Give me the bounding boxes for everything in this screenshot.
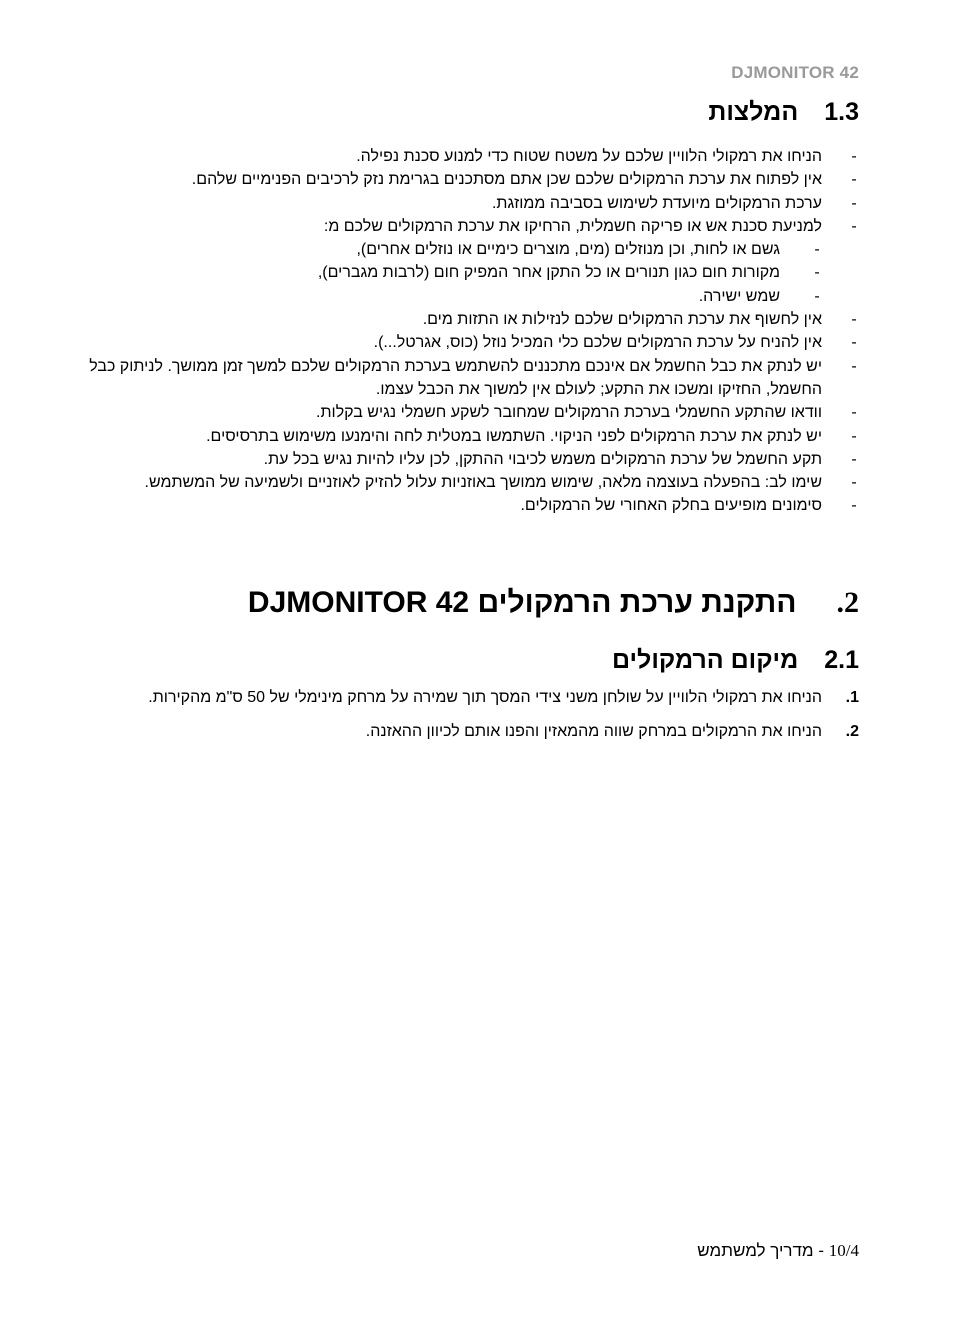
list-item-text: ערכת הרמקולים מיועדת לשימוש בסביבה ממוזגת. — [491, 194, 822, 212]
section-heading-speaker-placement — [612, 645, 859, 675]
list-item — [89, 331, 859, 354]
chapter-title: התקנת ערכת הרמקולים — [477, 586, 797, 619]
section-heading-recommendations — [708, 97, 859, 127]
bullet-dash: - — [851, 148, 857, 165]
list-item-text: סימונים מופיעים בחלק האחורי של הרמקולים. — [520, 497, 822, 515]
page-number: 10/4 — [828, 1241, 859, 1260]
sub-list-item — [89, 238, 859, 261]
section-title: המלצות — [708, 98, 799, 126]
list-item-text: אין להניח על ערכת הרמקולים שלכם כלי המכיל נוזל (כוס, אגרטל...). — [373, 334, 822, 352]
running-header: DJMONITOR 42 — [731, 63, 859, 82]
list-item-text: הניחו את רמקולי הלוויין שלכם על משטח שטוח כדי למנוע סכנת נפילה. — [356, 148, 822, 165]
list-item — [89, 401, 859, 424]
list-item-text: יש לנתק את כבל החשמל אם אינכם מתכננים להשתמש בערכת הרמקולים שלכם למשך זמן ממושך. לניתוק כבל החשמל, החזיקו ומשכו את התקע; לעולם אין למשוך את הכבל עצמו. — [89, 357, 822, 398]
bullet-dash: - — [851, 217, 857, 235]
chapter-title-product: DJMONITOR 42 — [247, 586, 470, 619]
bullet-dash: - — [851, 474, 857, 492]
list-item-text: שימו לב: בהפעלה בעוצמה מלאה, שימוש ממושך באוזניות עלול להזיק לאוזניים ולשמיעה של המשתמש. — [144, 474, 822, 492]
sub-list-item — [89, 285, 859, 308]
bullet-dash: - — [814, 287, 820, 305]
bullet-dash: - — [851, 311, 857, 329]
footer-label: מדריך למשתמש — [697, 1241, 814, 1260]
bullet-dash: - — [851, 194, 857, 212]
list-item-text: וודאו שהתקע החשמלי בערכת הרמקולים שמחובר לשקע חשמלי נגיש בקלות. — [316, 404, 822, 422]
bullet-dash: - — [814, 241, 820, 259]
bullet-dash: - — [814, 264, 820, 282]
section-number: 2.1 — [824, 646, 859, 674]
list-item — [89, 494, 859, 517]
list-item — [89, 471, 859, 494]
list-item — [89, 168, 859, 191]
page-footer — [697, 1241, 859, 1261]
placement-steps-list — [89, 686, 859, 754]
step-number: .2 — [845, 723, 859, 740]
bullet-dash: - — [851, 497, 857, 515]
list-item-text: תקע החשמל של ערכת הרמקולים משמש לכיבוי ההתקן, לכן עליו להיות נגיש בכל עת. — [263, 450, 822, 468]
list-item — [89, 448, 859, 471]
chapter-number: .2 — [836, 586, 859, 619]
numbered-item — [89, 686, 859, 710]
section-number: 1.3 — [824, 98, 859, 126]
list-item-text: יש לנתק את ערכת הרמקולים לפני הניקוי. השתמשו במטלית לחה והימנעו משימוש בתרסיסים. — [206, 427, 822, 445]
list-item-text: גשם או לחות, וכן מנוזלים (מים, מוצרים כימיים או נוזלים אחרים), — [356, 241, 780, 259]
section-title: מיקום הרמקולים — [612, 646, 799, 674]
bullet-dash: - — [851, 357, 857, 375]
list-item-text: מקורות חום כגון תנורים או כל התקן אחר המפיק חום (לרבות מגברים), — [317, 264, 780, 282]
list-item-text: אין לפתוח את ערכת הרמקולים שלכם שכן אתם מסתכנים בגרימת נזק לרכיבים הפנימיים שלהם. — [191, 171, 822, 189]
list-item-text: למניעת סכנת אש או פריקה חשמלית, הרחיקו את ערכת הרמקולים שלכם מ: — [323, 217, 822, 235]
chapter-heading-installation — [248, 585, 859, 621]
list-item-text: אין לחשוף את ערכת הרמקולים שלכם לנזילות או התזות מים. — [422, 311, 822, 329]
footer-separator: - — [818, 1241, 825, 1260]
bullet-dash: - — [851, 334, 857, 352]
bullet-dash: - — [851, 404, 857, 422]
numbered-item — [89, 720, 859, 744]
list-item-text: שמש ישירה. — [698, 287, 780, 305]
step-number: .1 — [845, 689, 859, 706]
bullet-dash: - — [851, 171, 857, 189]
list-item — [89, 145, 859, 168]
sub-list-item — [89, 261, 859, 284]
list-item — [89, 425, 859, 448]
list-item — [89, 355, 859, 402]
list-item — [89, 215, 859, 238]
bullet-dash: - — [851, 450, 857, 468]
list-item — [89, 192, 859, 215]
step-text: הניחו את רמקולי הלוויין על שולחן משני צידי המסך תוך שמירה על מרחק מינימלי של 50 ס"מ מהקירות. — [148, 689, 822, 706]
bullet-dash: - — [851, 427, 857, 445]
step-text: הניחו את הרמקולים במרחק שווה מהמאזין והפנו אותם לכיוון ההאזנה. — [365, 723, 822, 740]
recommendations-list — [89, 145, 859, 518]
list-item — [89, 308, 859, 331]
